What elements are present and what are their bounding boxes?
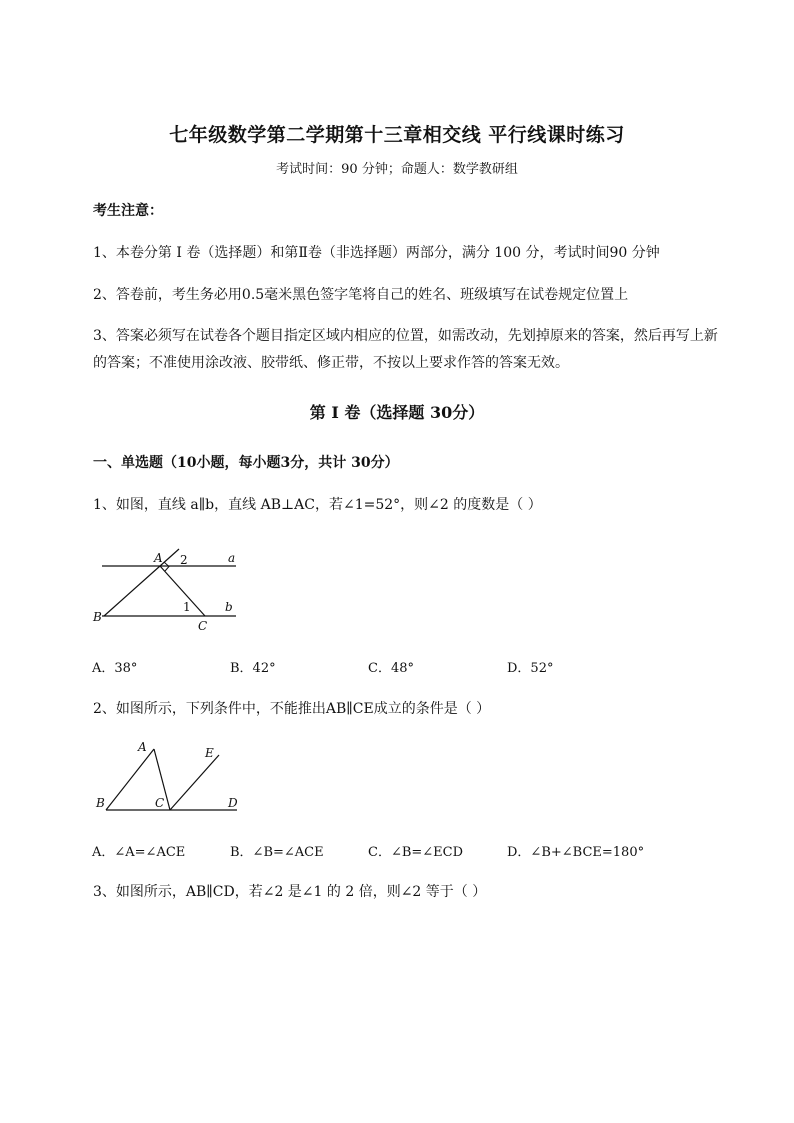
notice-item-3-line-1: 3、答案必须写在试卷各个题目指定区域内相应的位置，如需改动，先划掉原来的答案，然后再写上新 bbox=[93, 328, 718, 344]
label-c-point: C bbox=[198, 619, 208, 633]
page-title: 七年级数学第二学期第十三章相交线 平行线课时练习 bbox=[169, 124, 625, 146]
label-angle-1: 1 bbox=[183, 600, 191, 614]
label-a-point: A bbox=[154, 551, 163, 565]
question-1-stem: 1、如图，直线 a∥b，直线 AB⊥AC，若∠1=52°，则∠2 的度数是（ ） bbox=[93, 497, 542, 513]
question-2-option-c[interactable]: C．∠B=∠ECD bbox=[368, 845, 464, 860]
question-2-option-d[interactable]: D．∠B+∠BCE=180° bbox=[507, 845, 645, 860]
label-b-point: B bbox=[96, 796, 105, 810]
question-2-option-b[interactable]: B．∠B=∠ACE bbox=[230, 845, 324, 860]
label-angle-2: 2 bbox=[180, 553, 188, 567]
label-c-point: C bbox=[155, 796, 165, 810]
label-line-a: a bbox=[228, 551, 236, 565]
section-title: 第 I 卷（选择题 30分） bbox=[309, 403, 485, 422]
question-1-figure bbox=[88, 545, 248, 635]
label-a-point: A bbox=[138, 740, 147, 754]
segment-ba bbox=[106, 749, 154, 810]
notice-item-3-line-2: 的答案；不准使用涂改液、胶带纸、修正带，不按以上要求作答的答案无效。 bbox=[93, 355, 569, 371]
notice-item-1: 1、本卷分第 I 卷（选择题）和第Ⅱ卷（非选择题）两部分，满分 100 分，考试时间90 分钟 bbox=[93, 245, 660, 261]
question-2-option-a[interactable]: A．∠A=∠ACE bbox=[92, 845, 186, 860]
question-1-option-d[interactable]: D．52° bbox=[507, 661, 554, 676]
notice-heading: 考生注意： bbox=[93, 203, 163, 219]
part-heading: 一、单选题（10小题，每小题3分，共计 30分） bbox=[93, 455, 399, 471]
notice-item-2: 2、答卷前，考生务必用0.5毫米黑色签字笔将自己的姓名、班级填写在试卷规定位置上 bbox=[93, 287, 629, 303]
segment-ab-extension bbox=[160, 549, 179, 566]
ray-ce bbox=[170, 755, 219, 810]
question-3-stem: 3、如图所示，AB∥CD，若∠2 是∠1 的 2 倍，则∠2 等于（ ） bbox=[93, 884, 487, 900]
exam-info: 考试时间：90 分钟；命题人：数学教研组 bbox=[276, 162, 518, 177]
label-e-point: E bbox=[205, 746, 214, 760]
question-1-option-c[interactable]: C．48° bbox=[368, 661, 414, 676]
question-1-option-a[interactable]: A．38° bbox=[92, 661, 138, 676]
question-2-stem: 2、如图所示，下列条件中，不能推出AB∥CE成立的条件是（ ） bbox=[93, 701, 491, 717]
question-2-figure bbox=[90, 735, 250, 815]
label-line-b: b bbox=[225, 600, 233, 614]
label-b-point: B bbox=[93, 610, 102, 624]
question-1-option-b[interactable]: B．42° bbox=[230, 661, 276, 676]
segment-ab bbox=[104, 566, 160, 616]
label-d-point: D bbox=[228, 796, 238, 810]
